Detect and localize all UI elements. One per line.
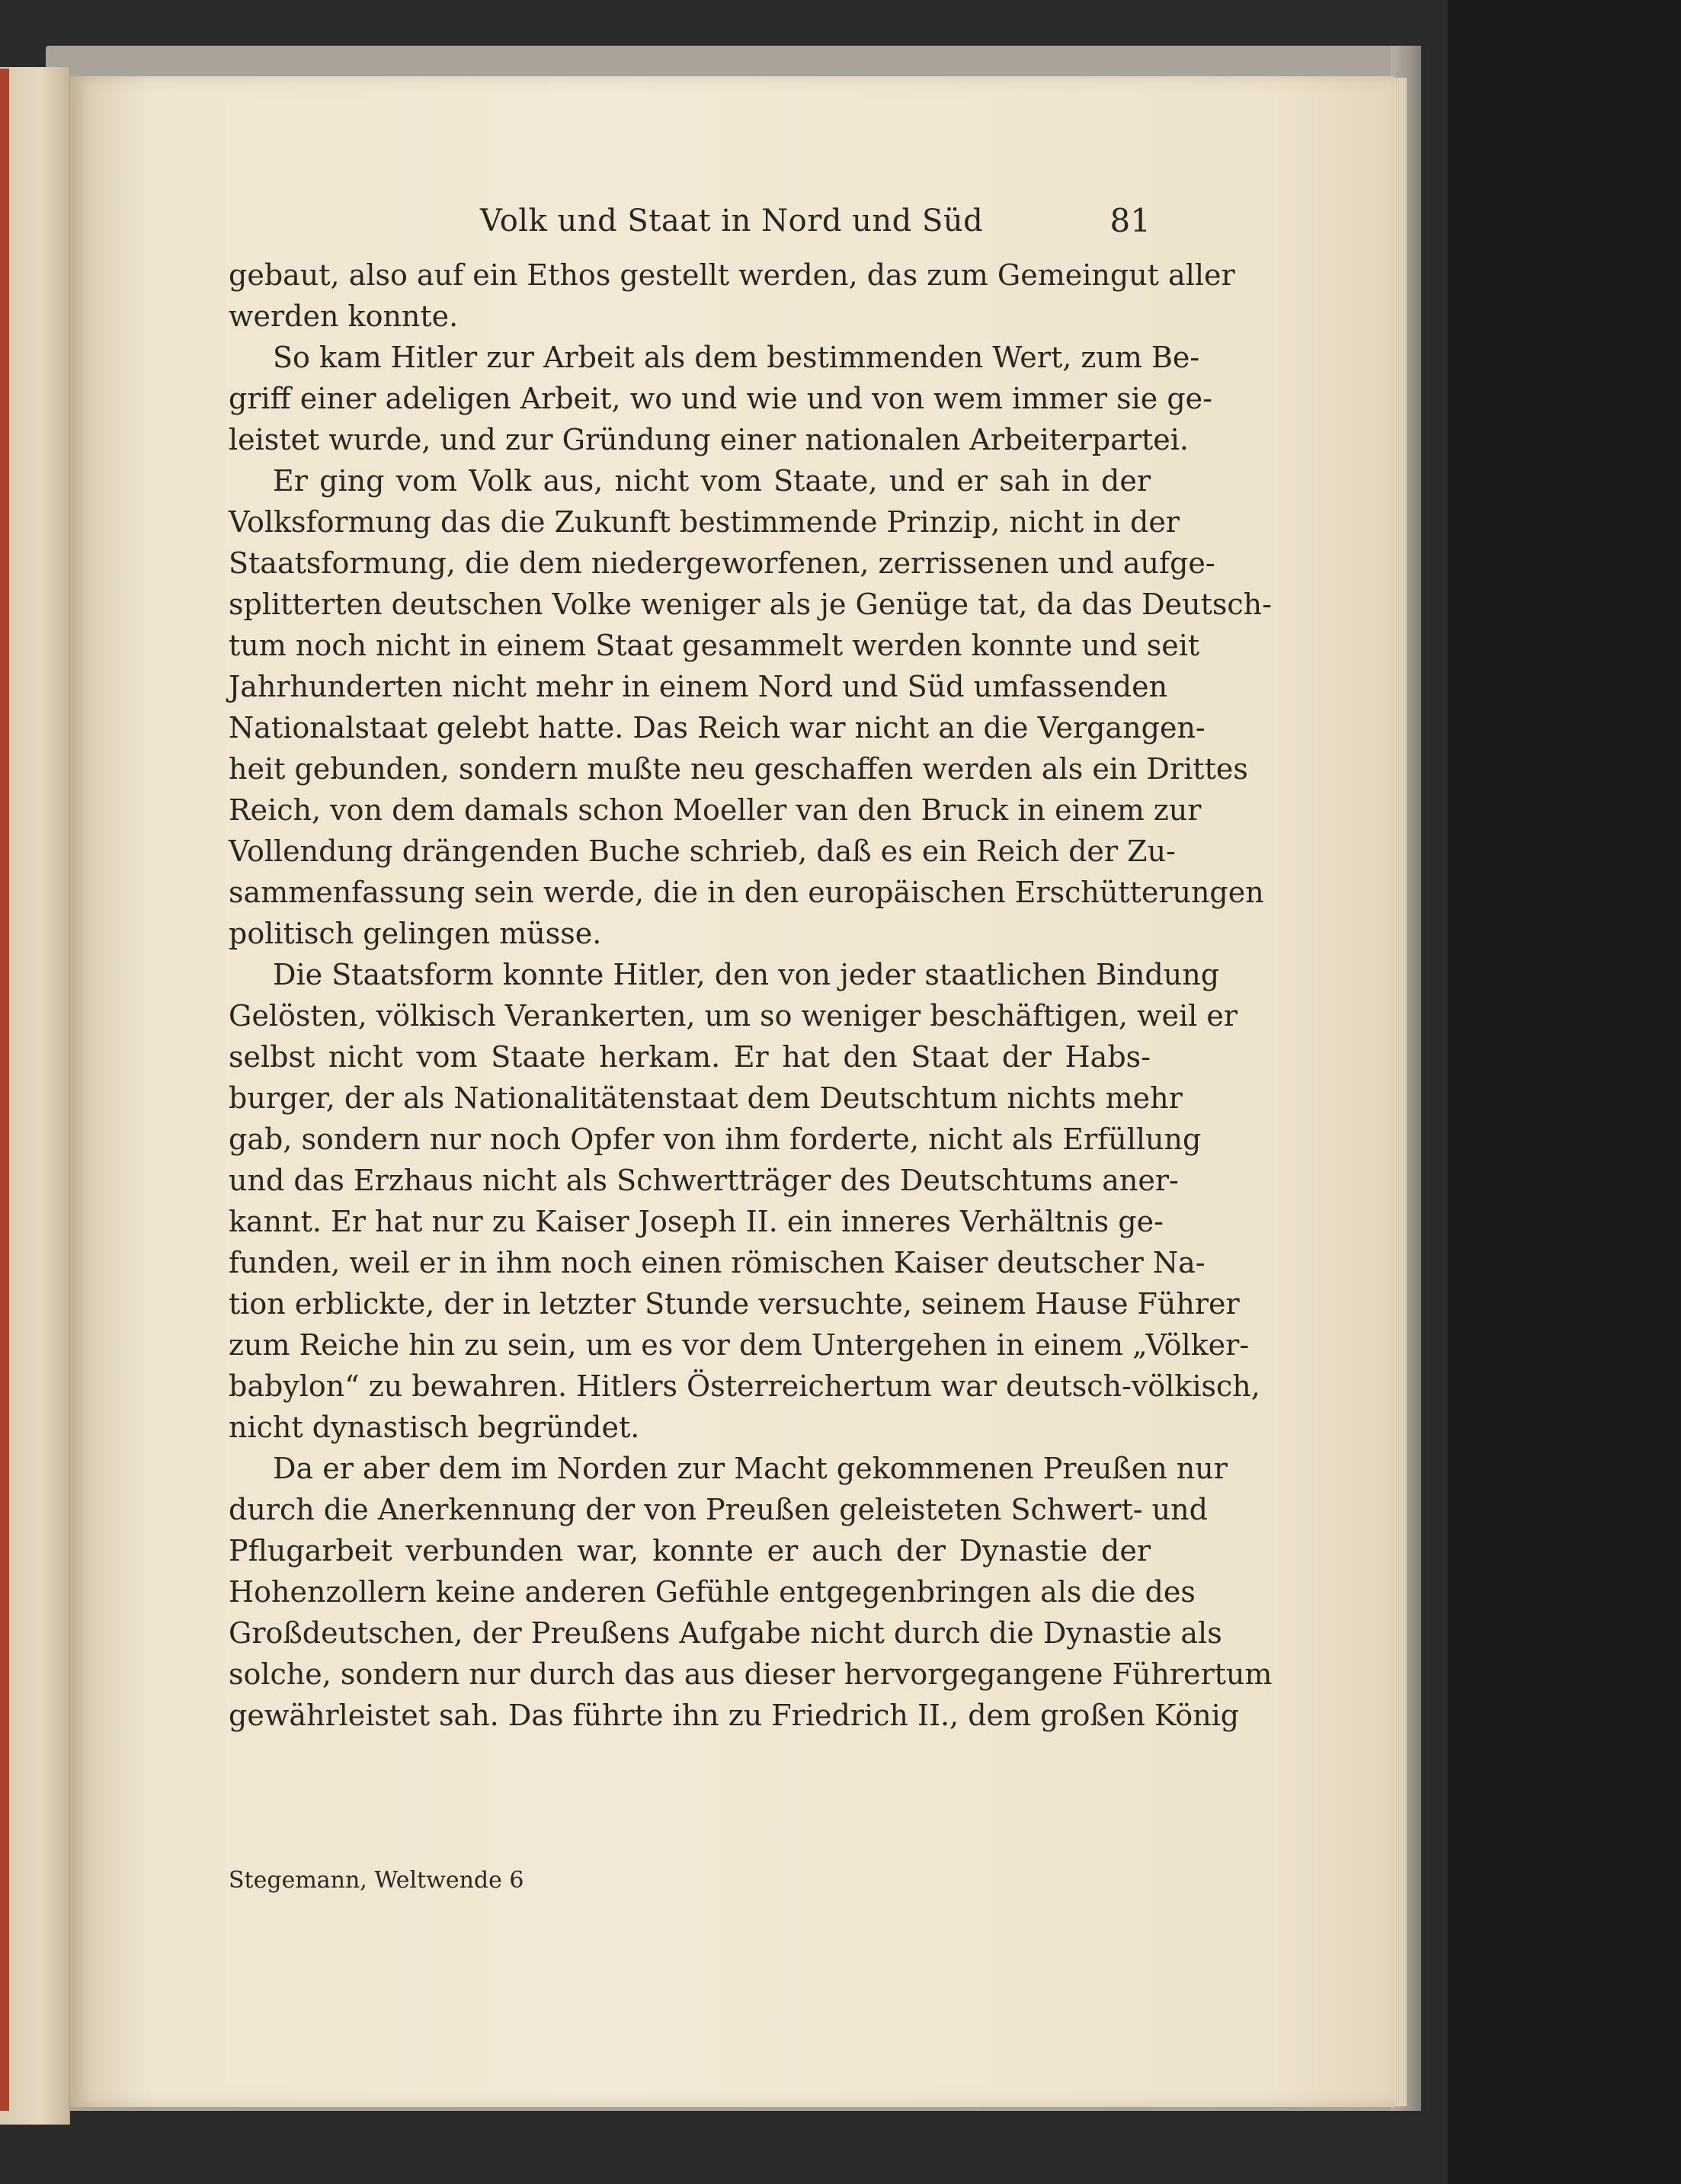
text-line: gebaut, also auf ein Ethos gestellt werden, das zum Gemeingut aller <box>229 258 1235 292</box>
text-line: Er ging vom Volk aus, nicht vom Staate, und er sah in der <box>273 464 1151 498</box>
page-text-block <box>229 198 1273 1736</box>
text-line: burger, der als Nationalitätenstaat dem Deutschtum nichts mehr <box>229 1081 1183 1115</box>
text-line: Vollendung drängenden Buche schrieb, daß es ein Reich der Zu- <box>229 834 1176 868</box>
text-line: nicht dynastisch begründet. <box>229 1411 640 1444</box>
text-line: und das Erzhaus nicht als Schwertträger des Deutschtums aner- <box>229 1164 1179 1197</box>
text-line: sammenfassung sein werde, die in den europäischen Erschütterungen <box>229 876 1264 909</box>
text-line: splitterten deutschen Volke weniger als je Genüge tat, da das Deutsch- <box>229 588 1272 621</box>
text-line: So kam Hitler zur Arbeit als dem bestimmenden Wert, zum Be- <box>273 341 1200 374</box>
left-page-edge <box>0 67 70 2125</box>
printer-signature: Stegemann, Weltwende 6 <box>229 1867 524 1894</box>
text-line: Gelösten, völkisch Verankerten, um so weniger beschäftigen, weil er <box>229 999 1238 1033</box>
running-head <box>229 198 1151 244</box>
spine-binding <box>0 69 9 2111</box>
text-line: griff einer adeligen Arbeit, wo und wie und von wem immer sie ge- <box>229 382 1212 415</box>
text-line: tum noch nicht in einem Staat gesammelt werden konnte und seit <box>229 629 1200 662</box>
text-line: Die Staatsform konnte Hitler, den von jeder staatlichen Bindung <box>273 958 1220 991</box>
text-line: tion erblickte, der in letzter Stunde versuchte, seinem Hause Führer <box>229 1287 1240 1321</box>
text-line: Jahrhunderten nicht mehr in einem Nord und Süd umfassenden <box>229 670 1168 703</box>
text-line: gab, sondern nur noch Opfer von ihm forderte, nicht als Erfüllung <box>229 1122 1202 1156</box>
text-line: werden konnte. <box>229 299 459 333</box>
text-line: politisch gelingen müsse. <box>229 917 602 950</box>
text-line: selbst nicht vom Staate herkam. Er hat den Staat der Habs- <box>229 1040 1151 1074</box>
page-number: 81 <box>1109 202 1151 239</box>
text-line: zum Reiche hin zu sein, um es vor dem Untergehen in einem „Völker- <box>229 1328 1250 1362</box>
text-line: durch die Anerkennung der von Preußen geleisteten Schwert- und <box>229 1493 1208 1526</box>
text-line: solche, sondern nur durch das aus dieser hervorgegangene Führertum <box>229 1657 1273 1691</box>
dark-backdrop <box>1448 0 1681 2184</box>
body-text <box>229 255 1273 1736</box>
text-line: Nationalstaat gelebt hatte. Das Reich war nicht an die Vergangen- <box>229 711 1206 745</box>
text-line: Reich, von dem damals schon Moeller van den Bruck in einem zur <box>229 793 1202 827</box>
text-line: Hohenzollern keine anderen Gefühle entgegenbringen als die des <box>229 1575 1196 1609</box>
text-line: kannt. Er hat nur zu Kaiser Joseph II. ein inneres Verhältnis ge- <box>229 1205 1164 1238</box>
text-line: funden, weil er in ihm noch einen römischen Kaiser deutscher Na- <box>229 1246 1206 1279</box>
page-stack-edge <box>1394 78 1407 2106</box>
text-line: Volksformung das die Zukunft bestimmende Prinzip, nicht in der <box>229 505 1180 539</box>
text-line: gewährleistet sah. Das führte ihn zu Friedrich II., dem großen König <box>229 1699 1240 1732</box>
text-line: Staatsformung, die dem niedergeworfenen, zerrissenen und aufge- <box>229 546 1215 580</box>
text-line: heit gebunden, sondern mußte neu geschaffen werden als ein Drittes <box>229 752 1248 786</box>
text-line: Da er aber dem im Norden zur Macht gekommenen Preußen nur <box>273 1452 1228 1485</box>
text-line: Großdeutschen, der Preußens Aufgabe nicht durch die Dynastie als <box>229 1616 1222 1650</box>
running-title: Volk und Staat in Nord und Süd <box>480 203 984 239</box>
text-line: Pflugarbeit verbunden war, konnte er auch der Dynastie der <box>229 1534 1151 1568</box>
text-line: babylon“ zu bewahren. Hitlers Österreichertum war deutsch-völkisch, <box>229 1369 1260 1403</box>
text-line: leistet wurde, und zur Gründung einer nationalen Arbeiterpartei. <box>229 423 1190 456</box>
